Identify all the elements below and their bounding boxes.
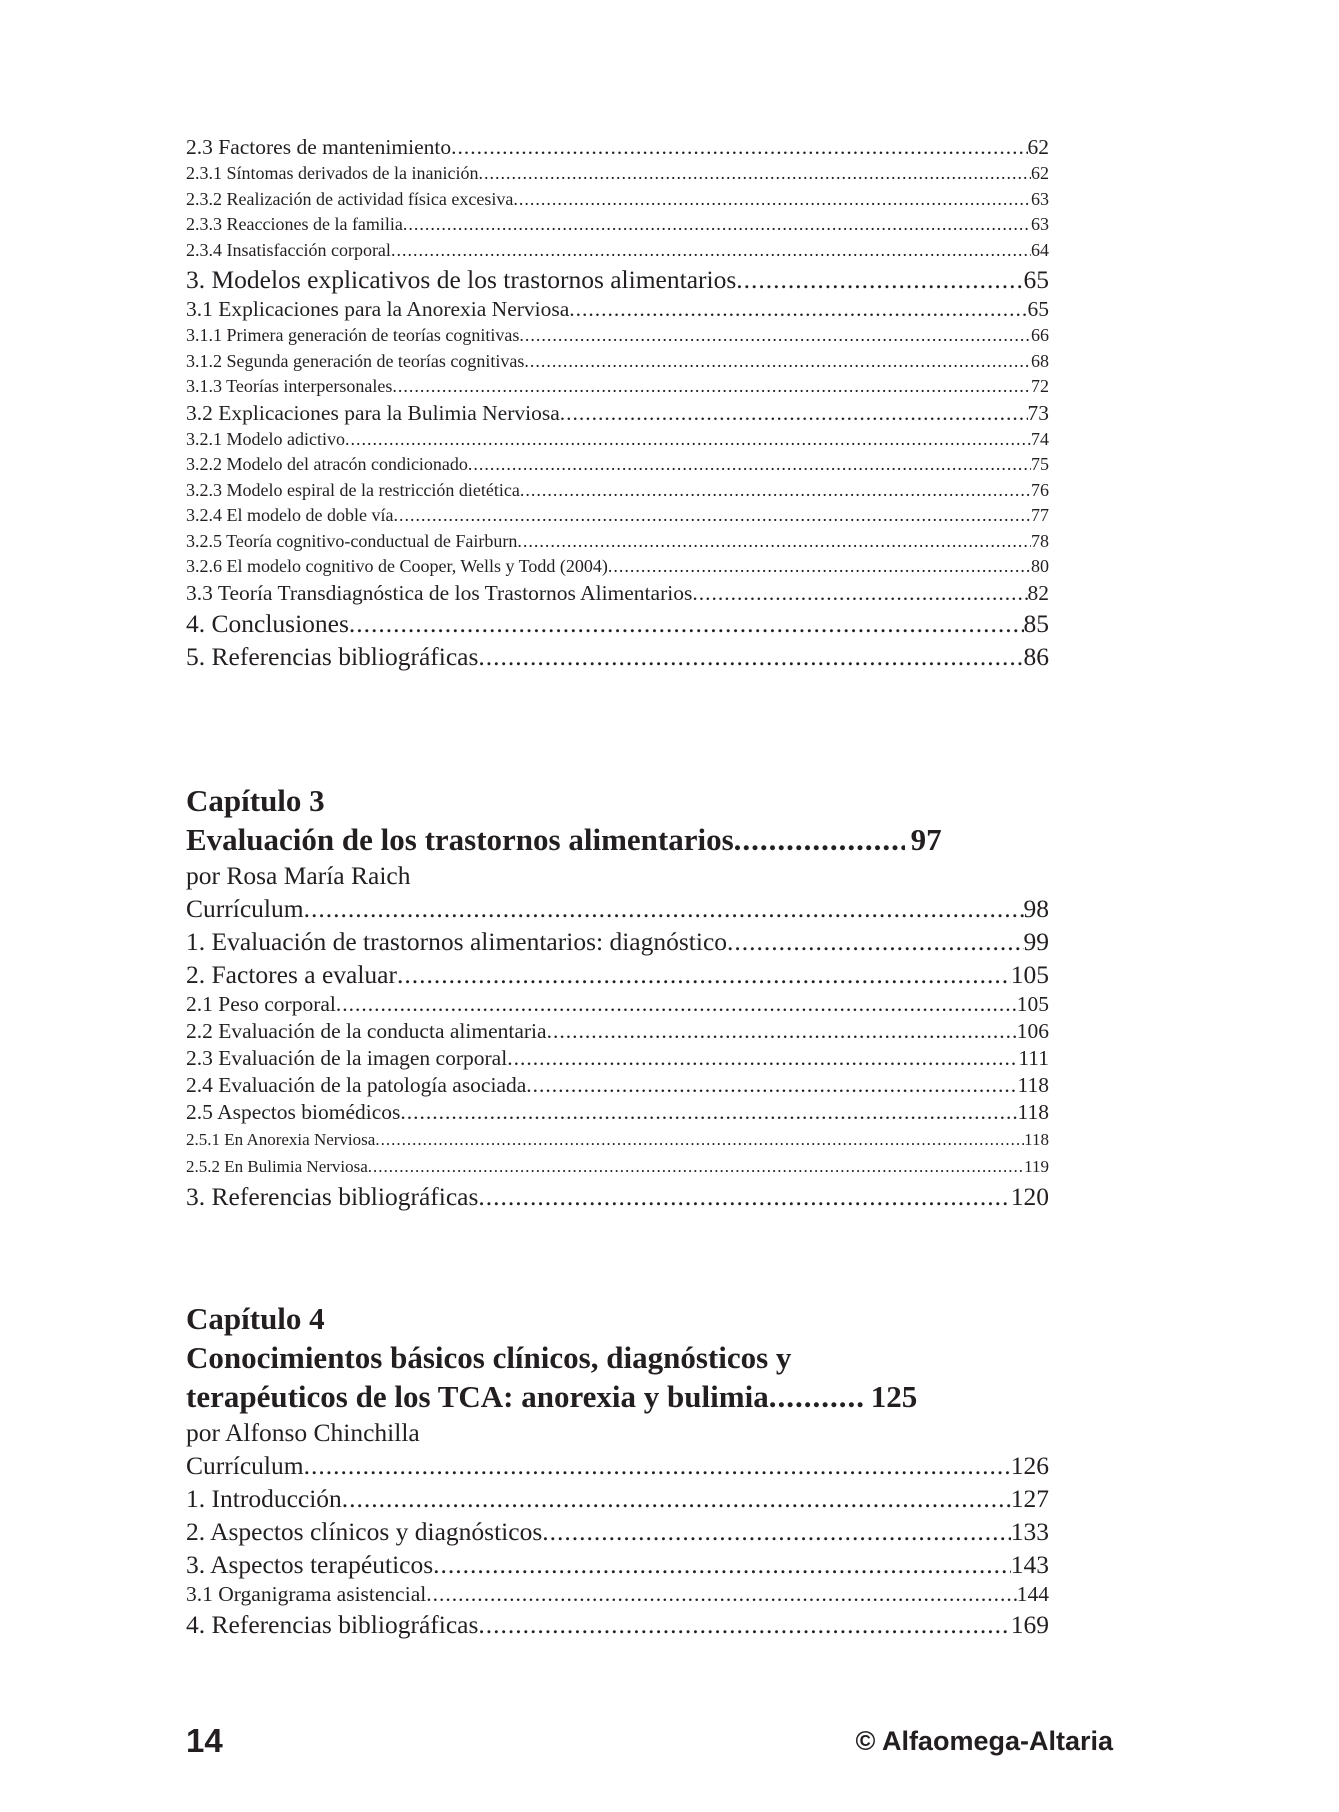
- leader-dots: [426, 1581, 1017, 1608]
- leader-dots: [478, 161, 1031, 187]
- toc-entry-page: 65: [1023, 265, 1049, 294]
- leader-dots: [560, 400, 1028, 427]
- toc-entry-page: 62: [1031, 163, 1049, 183]
- toc-entry-title: 3.1.3 Teorías interpersonales: [186, 376, 393, 396]
- toc-entry-page: 106: [1016, 1019, 1049, 1043]
- toc-entry-title: 3. Referencias bibliográficas: [186, 1182, 479, 1211]
- leader-dots: [433, 1548, 1011, 1581]
- toc-entry-title: 2.3.2 Realización de actividad física excesiva: [186, 188, 514, 209]
- toc-entry[interactable]: [186, 1045, 1049, 1072]
- leader-dots: [507, 1045, 1018, 1072]
- toc-entry[interactable]: [186, 1180, 1049, 1213]
- leader-dots: [345, 427, 1031, 453]
- toc-entry-page: 75: [1031, 454, 1049, 474]
- chapter-3-page: 97: [910, 822, 942, 857]
- toc-entry-title: 2.5.2 En Bulimia Nerviosa: [186, 1157, 368, 1176]
- toc-entry-title: 2.3 Evaluación de la imagen corporal: [186, 1046, 508, 1070]
- toc-entry-title: 4. Conclusiones: [186, 608, 349, 638]
- chapter-3-title: Evaluación de los trastornos alimentarios: [186, 822, 734, 857]
- toc-entry-page: 65: [1027, 297, 1049, 321]
- leader-dots: [349, 607, 1024, 640]
- toc-entry[interactable]: [186, 640, 1049, 673]
- toc-entry[interactable]: [186, 134, 1049, 161]
- toc-entry-page: 99: [1023, 927, 1049, 956]
- toc-entry[interactable]: [186, 452, 1049, 478]
- toc-entry[interactable]: [186, 1449, 1049, 1482]
- toc-entry-page: 66: [1031, 325, 1049, 345]
- chapter-4-page: 125: [870, 1379, 918, 1414]
- leader-dots: [304, 892, 1024, 925]
- chapter-4-label: Capítulo 4: [186, 1301, 325, 1336]
- toc-entry-title: 3.2 Explicaciones para la Bulimia Nerviosa: [186, 400, 560, 425]
- chapter-3-entries: [186, 892, 1049, 1213]
- toc-entry-page: 78: [1031, 530, 1049, 551]
- chapter-4-title-line2: terapéuticos de los TCA: anorexia y bulimia: [186, 1379, 769, 1414]
- toc-entry[interactable]: [186, 238, 1049, 264]
- toc-entry-title: 2. Factores a evaluar: [186, 960, 397, 989]
- leader-dots: [569, 296, 1027, 323]
- toc-entry-page: 68: [1031, 350, 1049, 371]
- leader-dots: [304, 1449, 1011, 1482]
- leader-dots: [513, 187, 1031, 213]
- toc-entry[interactable]: [186, 1608, 1049, 1641]
- toc-entry-title: 3.1 Explicaciones para la Anorexia Nerviosa: [186, 297, 570, 321]
- toc-entry-page: 105: [1010, 960, 1049, 989]
- toc-entry-page: 111: [1018, 1046, 1049, 1070]
- leader-dots: [391, 238, 1031, 264]
- chapter-4-author: por Alfonso Chinchilla: [186, 1418, 420, 1447]
- leader-dots: [608, 554, 1031, 580]
- toc-entry-page: 73: [1027, 400, 1049, 425]
- leader-dots: [468, 452, 1031, 478]
- leader-dots: [542, 1515, 1010, 1548]
- toc-entry[interactable]: [186, 1099, 1049, 1126]
- toc-entry-page: 118: [1024, 1130, 1049, 1149]
- toc-entry-page: 144: [1016, 1582, 1049, 1606]
- toc-section-top: [186, 134, 1049, 673]
- leader-dots: [336, 991, 1017, 1018]
- toc-entry[interactable]: [186, 323, 1049, 349]
- toc-entry[interactable]: [186, 503, 1049, 529]
- toc-entry-page: 85: [1023, 608, 1049, 638]
- leader-dots: [392, 374, 1031, 400]
- toc-entry-title: 3.3 Teoría Transdiagnóstica de los Trastornos Alimentarios: [186, 580, 693, 605]
- toc-entry-title: 3. Modelos explicativos de los trastornos alimentarios: [186, 265, 737, 294]
- toc-entry[interactable]: [186, 296, 1049, 323]
- page-number: 14: [186, 1722, 223, 1759]
- leader-dots: [547, 1018, 1017, 1045]
- leader-dots: [519, 323, 1031, 349]
- leader-dots: [520, 478, 1031, 504]
- toc-entry[interactable]: [186, 991, 1049, 1018]
- toc-entry-title: 3.2.3 Modelo espiral de la restricción dietética: [186, 479, 520, 500]
- toc-entry-title: Currículum: [186, 1451, 304, 1480]
- toc-entry-page: 77: [1031, 505, 1049, 525]
- toc-entry-title: 2.1 Peso corporal: [186, 992, 336, 1016]
- toc-entry-page: 76: [1031, 479, 1049, 500]
- leader-dots: [736, 263, 1023, 296]
- toc-entry-title: 2.3.3 Reacciones de la familia: [186, 214, 403, 234]
- toc-entry-title: 3. Aspectos terapéuticos: [186, 1550, 434, 1579]
- chapter-3-author: por Rosa María Raich: [186, 861, 411, 890]
- toc-entry-page: 169: [1010, 1610, 1049, 1639]
- leader-dots: [478, 1608, 1010, 1641]
- leader-dots: [342, 1482, 1011, 1515]
- chapter-4-entries: [186, 1449, 1049, 1641]
- leader-dots: [393, 503, 1031, 529]
- toc-entry-title: 2.5 Aspectos biomédicos: [186, 1100, 401, 1124]
- toc-entry-page: 63: [1031, 188, 1049, 209]
- toc-entry[interactable]: [186, 958, 1049, 991]
- toc-entry-title: 4. Referencias bibliográficas: [186, 1610, 479, 1639]
- toc-entry-title: 3.1.1 Primera generación de teorías cognitivas: [186, 325, 520, 345]
- toc-entry-page: 82: [1027, 580, 1049, 605]
- chapter-3: [186, 782, 1049, 1213]
- leader-dots: [400, 1099, 1017, 1126]
- toc-entry-page: 126: [1010, 1451, 1049, 1480]
- toc-entry-page: 98: [1023, 894, 1049, 923]
- toc-entry[interactable]: [186, 1072, 1049, 1099]
- toc-entry-title: 3.2.4 El modelo de doble vía: [186, 505, 394, 525]
- toc-entry[interactable]: [186, 161, 1049, 187]
- toc-entry[interactable]: [186, 427, 1049, 453]
- toc-entry-title: 3.2.6 El modelo cognitivo de Cooper, Wells y Todd (2004): [186, 556, 608, 576]
- toc-entry[interactable]: [186, 374, 1049, 400]
- toc-entry-page: 119: [1024, 1157, 1049, 1176]
- toc-entry-page: 118: [1017, 1073, 1049, 1097]
- toc-entry[interactable]: [186, 529, 1049, 555]
- toc-entry-title: 2.2 Evaluación de la conducta alimentaria: [186, 1019, 547, 1043]
- toc-entry-title: 3.2.5 Teoría cognitivo-conductual de Fairburn: [186, 530, 518, 551]
- toc-entry[interactable]: [186, 349, 1049, 375]
- toc-entry[interactable]: [186, 212, 1049, 238]
- leader-dots: [478, 640, 1023, 673]
- leader-dots: [368, 1153, 1024, 1180]
- toc-entry-page: 118: [1017, 1100, 1049, 1124]
- toc-entry[interactable]: [186, 478, 1049, 504]
- toc-entry-page: 72: [1031, 376, 1049, 396]
- toc-entry[interactable]: [186, 1515, 1049, 1548]
- leader-dots: [517, 529, 1031, 555]
- toc-entry[interactable]: [186, 1548, 1049, 1581]
- toc-entry[interactable]: [186, 1018, 1049, 1045]
- leader-dots: [692, 580, 1027, 607]
- toc-entry-page: 62: [1027, 135, 1049, 159]
- leader-dots: [734, 820, 905, 859]
- leader-dots: [769, 1377, 865, 1416]
- leader-dots: [451, 134, 1027, 161]
- toc-entry-page: 64: [1031, 239, 1049, 260]
- toc-entry[interactable]: [186, 554, 1049, 580]
- toc-entry-title: Currículum: [186, 894, 304, 923]
- toc-entry-page: 74: [1031, 428, 1049, 449]
- toc-entry-title: 2.3.4 Insatisfacción corporal: [186, 239, 391, 260]
- toc-entry-title: 1. Introducción: [186, 1484, 342, 1513]
- toc-entry[interactable]: [186, 925, 1049, 958]
- leader-dots: [478, 1180, 1010, 1213]
- toc-entry-page: 80: [1031, 556, 1049, 576]
- toc-entry-title: 2. Aspectos clínicos y diagnósticos: [186, 1517, 543, 1546]
- toc-entry[interactable]: [186, 892, 1049, 925]
- leader-dots: [526, 1072, 1017, 1099]
- chapter-4: [186, 1300, 1049, 1641]
- toc-entry[interactable]: [186, 187, 1049, 213]
- toc-entry-title: 2.3.1 Síntomas derivados de la inanición: [186, 163, 479, 183]
- toc-entry-page: 86: [1023, 641, 1049, 671]
- chapter-3-title-row[interactable]: [186, 820, 1049, 859]
- toc-entry-page: 120: [1010, 1182, 1049, 1211]
- chapter-4-title-line1[interactable]: Conocimientos básicos clínicos, diagnósticos y: [186, 1340, 792, 1375]
- toc-entry-title: 2.4 Evaluación de la patología asociada: [186, 1073, 527, 1097]
- toc-entry-title: 1. Evaluación de trastornos alimentarios: diagnóstico: [186, 927, 728, 956]
- toc-entry-title: 3.2.2 Modelo del atracón condicionado: [186, 454, 468, 474]
- toc-entry[interactable]: [186, 400, 1049, 427]
- toc-entry-title: 3.2.1 Modelo adictivo: [186, 428, 345, 449]
- leader-dots: [397, 958, 1011, 991]
- toc-entry[interactable]: [186, 1482, 1049, 1515]
- chapter-3-label: Capítulo 3: [186, 783, 325, 818]
- publisher-credit: © Alfaomega-Altaria: [855, 1726, 1113, 1756]
- toc-entry-title: 3.1.2 Segunda generación de teorías cognitivas: [186, 350, 525, 371]
- chapter-4-title-row[interactable]: [186, 1377, 1049, 1416]
- leader-dots: [524, 349, 1031, 375]
- toc-entry-page: 133: [1010, 1517, 1049, 1546]
- toc-entry-page: 143: [1010, 1550, 1049, 1579]
- toc-entry-title: 2.5.1 En Anorexia Nerviosa: [186, 1130, 376, 1149]
- toc-entry[interactable]: [186, 1581, 1049, 1608]
- toc-entry-title: 3.1 Organigrama asistencial: [186, 1582, 427, 1606]
- toc-entry-page: 105: [1016, 992, 1049, 1016]
- toc-entry[interactable]: [186, 580, 1049, 607]
- toc-entry-title: 2.3 Factores de mantenimiento: [186, 135, 452, 159]
- toc-entry-page: 63: [1031, 214, 1049, 234]
- toc-entry[interactable]: [186, 1153, 1049, 1180]
- toc-entry[interactable]: [186, 607, 1049, 640]
- leader-dots: [375, 1126, 1024, 1153]
- toc-entry-page: 127: [1010, 1484, 1049, 1513]
- leader-dots: [727, 925, 1023, 958]
- leader-dots: [403, 212, 1031, 238]
- toc-entry[interactable]: [186, 263, 1049, 296]
- toc-entry[interactable]: [186, 1126, 1049, 1153]
- toc-entry-title: 5. Referencias bibliográficas: [186, 641, 479, 671]
